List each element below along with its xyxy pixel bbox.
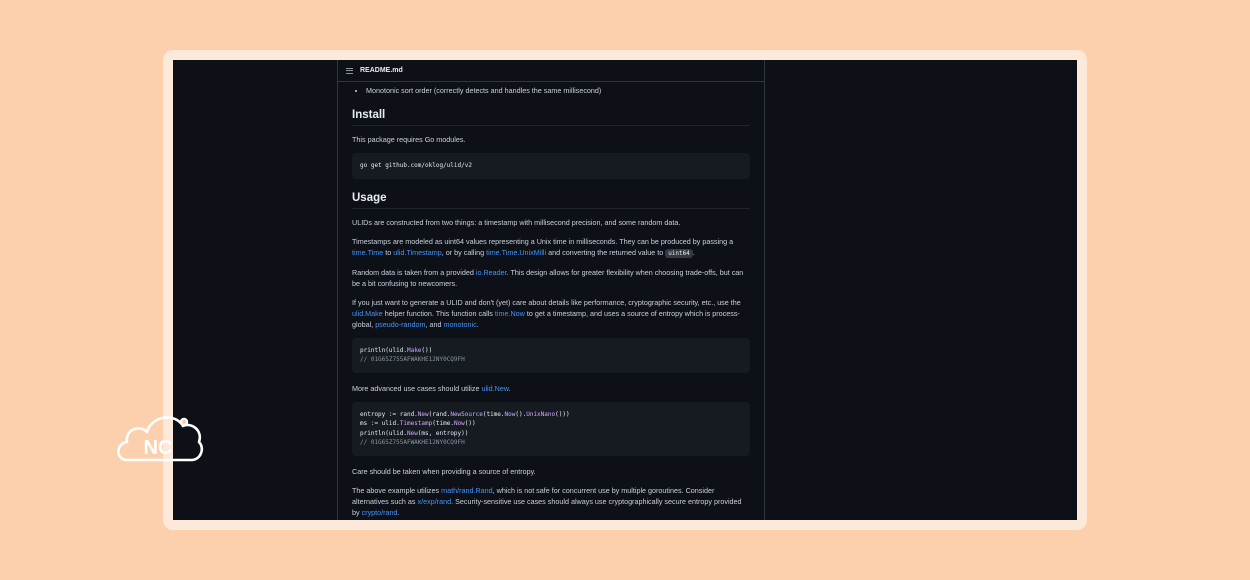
usage-paragraph-6: Care should be taken when providing a source of entropy. [352, 466, 536, 476]
link-ulid-make[interactable]: ulid.Make [352, 308, 383, 318]
usage-paragraph-4: If you just want to generate a ULID and don't (yet) care about details like performance, cryptographic security, etc., use the ulid.Make helper function. This function calls time.Now to get a timestamp, and uses a source of entropy which is process-global, pseudo-random, and monotonic. [352, 297, 741, 329]
usage-heading: Usage [352, 191, 750, 209]
install-heading: Install [352, 108, 750, 126]
link-x-exp-rand[interactable]: x/exp/rand [417, 496, 452, 506]
readme-filename: README.md [360, 67, 403, 74]
link-math-rand[interactable]: math/rand.Rand [441, 485, 493, 495]
link-unixmilli[interactable]: time.Time.UnixMilli [486, 247, 547, 257]
usage-paragraph-7: The above example utilizes math/rand.Rand, which is not safe for concurrent use by multiple goroutines. Consider alternatives such as x/exp/rand. Security-sensitive use cases should always use cryptographically secure entropy provided by crypto/rand. [352, 485, 742, 517]
install-text: This package requires Go modules. [352, 135, 466, 144]
nc-cloud-logo-icon [113, 408, 205, 468]
inline-code-uint64: uint64 [665, 249, 693, 258]
readme-panel [337, 60, 765, 520]
link-time-now[interactable]: time.Now [494, 308, 525, 318]
install-code-block [352, 153, 750, 179]
usage-paragraph-2: Timestamps are modeled as uint64 values representing a Unix time in milliseconds. They can be produced by passing a time.Time to ulid.Timestamp, or by calling time.Time.UnixMilli and converting the returned value to uint64 . [352, 236, 734, 257]
list-item: • Monotonic sort order (correctly detects and handles the same millisecond) [366, 85, 750, 96]
link-crypto-rand[interactable]: crypto/rand [361, 507, 398, 517]
make-code-block: println(ulid.Make()) // 01G65Z755AFWAKHE12NY0CQ9FH [352, 338, 750, 373]
install-command: go get github.com/oklog/ulid/v2 [360, 162, 472, 169]
link-ulid-timestamp[interactable]: ulid.Timestamp [393, 247, 442, 257]
link-monotonic[interactable]: monotonic [443, 319, 477, 329]
readme-content [338, 85, 764, 518]
usage-paragraph-1: ULIDs are constructed from two things: a timestamp with millisecond precision, and some random data. [352, 217, 681, 227]
link-io-reader[interactable]: io.Reader [475, 267, 507, 277]
readme-header [338, 60, 764, 82]
usage-paragraph-3: Random data is taken from a provided io.Reader. This design allows for greater flexibility when choosing trade-offs, but can be a bit confusing to newcomers. [352, 267, 744, 288]
outline-list-icon[interactable] [346, 68, 353, 74]
feature-list [352, 85, 750, 96]
logo-text: NC [143, 437, 173, 459]
advanced-code-block: entropy := rand.New(rand.NewSource(time.Now().UnixNano())) ms := ulid.Timestamp(time.Now()) println(ulid.New(ms, entropy)) // 01G65Z755AFWAKHE12NY0CQ9FH [352, 402, 750, 456]
link-pseudo-random[interactable]: pseudo-random [375, 319, 426, 329]
link-ulid-new[interactable]: ulid.New [481, 383, 509, 393]
link-time-time[interactable]: time.Time [352, 247, 384, 257]
browser-viewport [173, 60, 1077, 520]
usage-paragraph-5: More advanced use cases should utilize ulid.New. [352, 383, 511, 393]
